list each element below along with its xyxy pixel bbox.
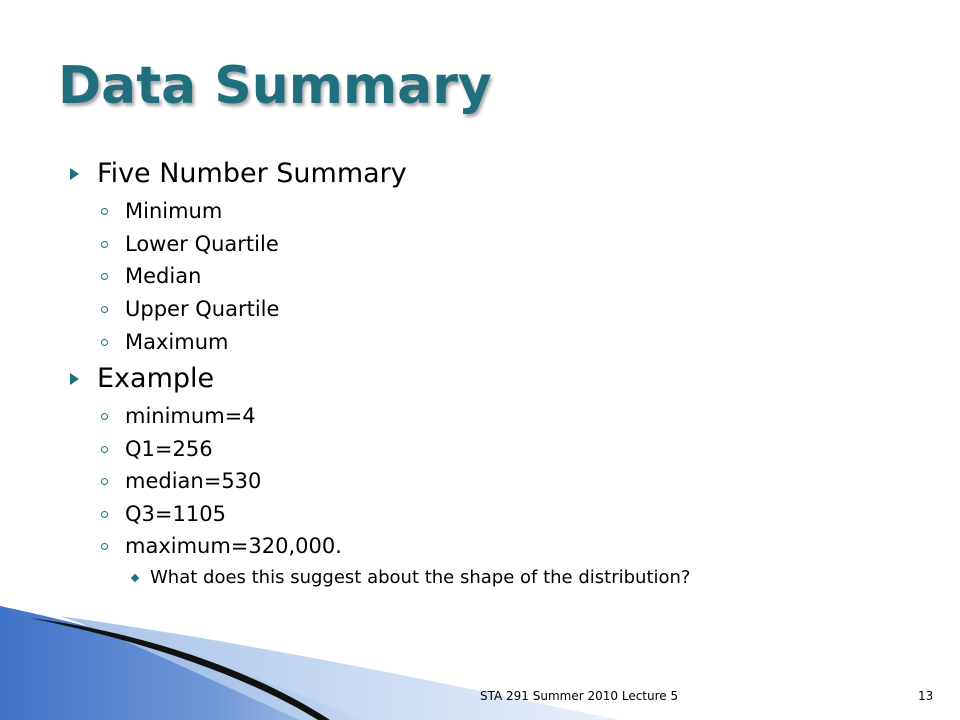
- list-item-text: Maximum: [125, 330, 229, 354]
- triangle-bullet-icon: [70, 168, 79, 180]
- footer-text: STA 291 Summer 2010 Lecture 5: [480, 689, 679, 703]
- circle-bullet-icon: [101, 511, 108, 518]
- list-item-text: Q3=1105: [125, 502, 226, 526]
- circle-bullet-icon: [101, 306, 108, 313]
- list-item-text: median=530: [125, 469, 262, 493]
- list-item-text: Minimum: [125, 199, 223, 223]
- circle-bullet-icon: [101, 413, 108, 420]
- section-label: Five Number Summary: [97, 158, 407, 189]
- circle-bullet-icon: [101, 478, 108, 485]
- slide-number: 13: [918, 689, 934, 703]
- list-item-text: Median: [125, 264, 202, 288]
- circle-bullet-icon: [101, 241, 108, 248]
- sub-list-item-text: What does this suggest about the shape of the distribution?: [150, 567, 691, 588]
- list-item-text: Upper Quartile: [125, 297, 280, 321]
- slide-title: Data Summary: [58, 56, 492, 116]
- section-label: Example: [97, 363, 215, 394]
- circle-bullet-icon: [101, 208, 108, 215]
- circle-bullet-icon: [101, 273, 108, 280]
- circle-bullet-icon: [101, 339, 108, 346]
- list-item-text: Lower Quartile: [125, 232, 279, 256]
- list-item-text: maximum=320,000.: [125, 534, 342, 558]
- circle-bullet-icon: [101, 446, 108, 453]
- triangle-bullet-icon: [70, 373, 79, 385]
- circle-bullet-icon: [101, 543, 108, 550]
- list-item-text: Q1=256: [125, 437, 213, 461]
- list-item-text: minimum=4: [125, 404, 256, 428]
